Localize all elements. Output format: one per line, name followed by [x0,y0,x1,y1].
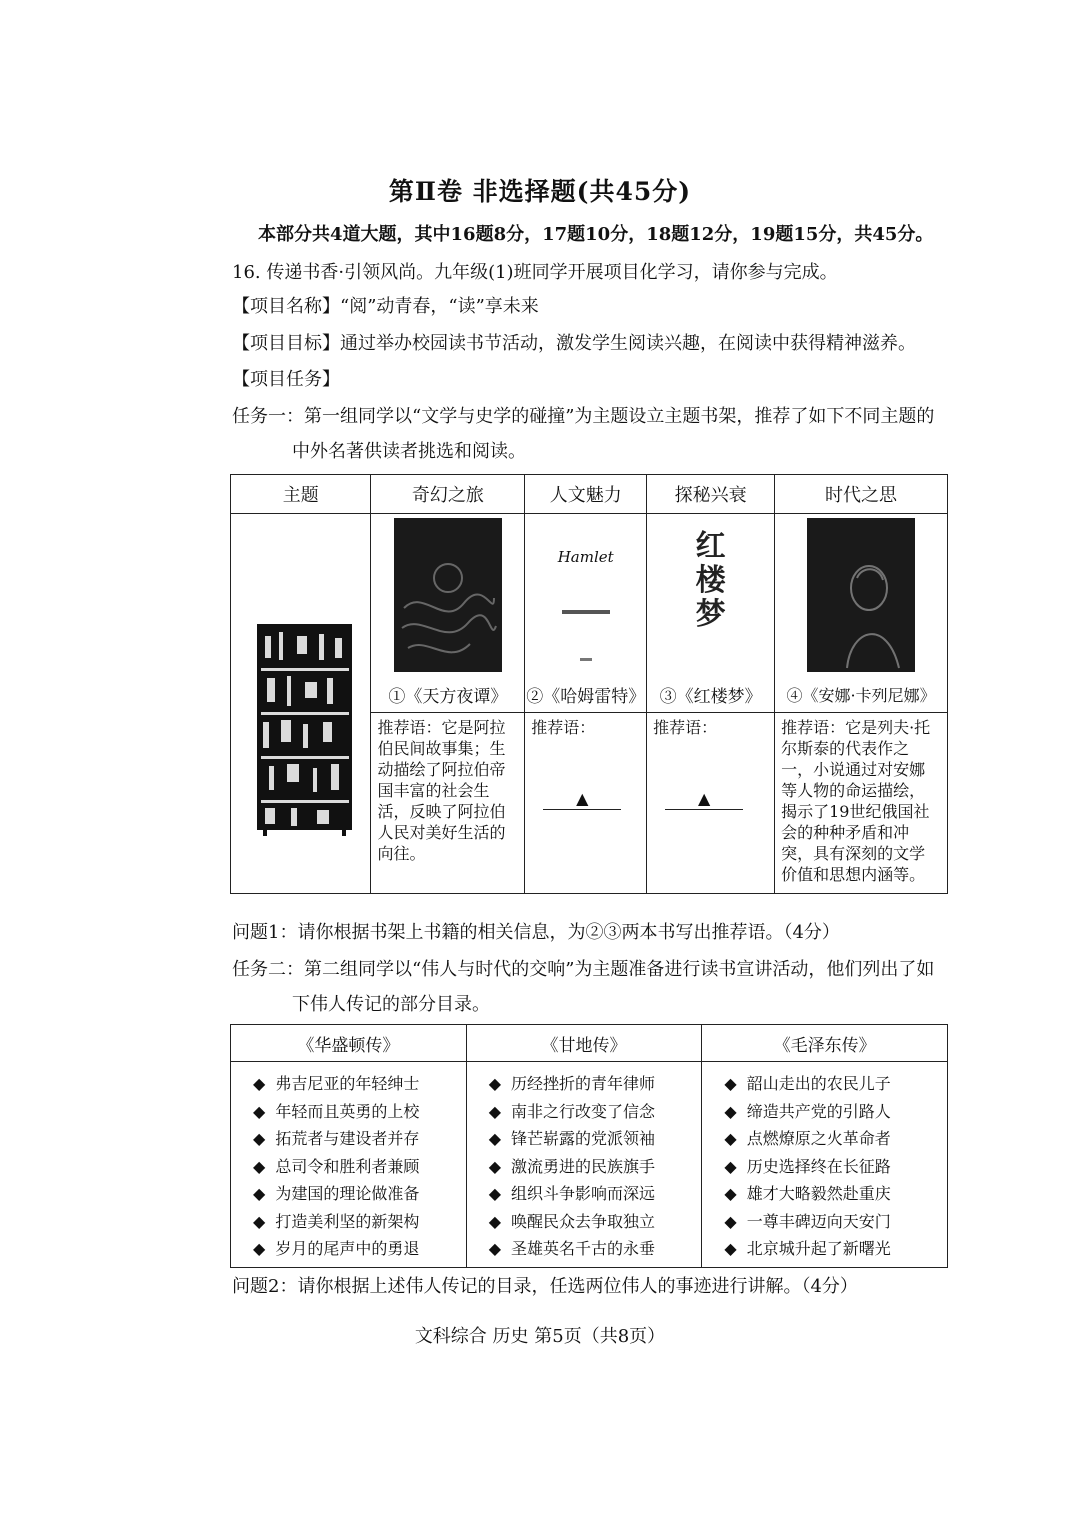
chapter-title: 为建国的理论做准备 [275,1184,420,1203]
chapter-title: 缔造共产党的引路人 [746,1101,891,1121]
chapter-title: 历史选择终在长征路 [746,1156,891,1176]
chapter-title: 激流勇进的民族旗手 [511,1156,656,1176]
chapter-title: 唤醒民众去争取独立 [511,1211,656,1231]
washington-contents [231,1062,467,1268]
chapter-title: 雄才大略毅然赴重庆 [746,1184,891,1203]
gandhi-contents [466,1062,702,1268]
bullet-icon: ◆ [488,1184,501,1203]
biography-table [230,1024,948,1268]
list-item [253,1098,460,1126]
recommendation-arabian-nights [371,713,525,894]
chapter-title: 组织斗争影响而深远 [511,1184,656,1203]
bookshelf-table [230,474,948,894]
list-item [489,1180,696,1208]
cover-cell-hamlet [525,514,647,677]
chapter-title: 岁月的尾声中的勇退 [275,1239,420,1258]
recommendation-hamlet [525,713,647,894]
bullet-icon: ◆ [488,1211,501,1231]
cover-hamlet-title: Hamlet [557,548,614,566]
bullet-icon: ◆ [724,1074,737,1093]
recommendation-hongloumeng-label: 推荐语： [653,718,718,737]
bullet-icon: ◆ [724,1129,737,1148]
bullet-icon: ◆ [253,1129,266,1148]
list-item [253,1235,460,1263]
list-item [489,1235,696,1263]
recommendation-anna-karenina [775,713,948,894]
chapter-title: 锋芒崭露的党派领袖 [511,1129,656,1148]
bullet-icon: ◆ [724,1101,737,1121]
header-theme: 主题 [231,475,371,514]
header-humanism: 人文魅力 [525,475,647,514]
header-era: 时代之思 [775,475,948,514]
list-item [724,1208,941,1236]
question-16-stem: 16. 传递书香·引领风尚。九年级(1)班同学开展项目化学习，请你参与完成。 [232,262,838,283]
chapter-title: 拓荒者与建设者并存 [275,1129,420,1148]
list-item [253,1125,460,1153]
bullet-icon: ◆ [488,1156,501,1176]
header-washington: 《华盛顿传》 [231,1025,467,1062]
page-footer: 文科综合 历史 第5页（共8页） [414,1326,666,1347]
header-gandhi: 《甘地传》 [466,1025,702,1062]
cover-cell-arabian-nights [371,514,525,677]
cover-hongloumeng [657,518,765,672]
list-item [253,1180,460,1208]
bullet-icon: ◆ [724,1239,737,1258]
list-item [489,1070,696,1098]
chapter-title: 打造美利坚的新架构 [275,1211,420,1231]
list-item [489,1125,696,1153]
list-item [489,1098,696,1126]
bullet-icon: ◆ [488,1129,501,1148]
list-item [489,1153,696,1181]
answer-blank-hongloumeng: ▲ [665,788,743,810]
project-tasks-heading: 【项目任务】 [232,369,340,390]
section-intro: 本部分共4道大题，其中16题8分，17题10分，18题12分，19题15分，共45分。 [258,224,934,245]
cover-hamlet-mark-small [580,658,592,661]
bullet-icon: ◆ [488,1101,501,1121]
bullet-icon: ◆ [488,1239,501,1258]
mao-contents [702,1062,948,1268]
recommendation-hamlet-label: 推荐语： [531,718,596,737]
bullet-icon: ◆ [253,1074,266,1093]
caption-arabian-nights: ①《天方夜谭》 [371,676,525,713]
bullet-icon: ◆ [724,1156,737,1176]
list-item [253,1208,460,1236]
question-2: 问题2：请你根据上述伟人传记的目录，任选两位伟人的事迹进行讲解。（4分） [232,1276,858,1297]
list-item [724,1098,941,1126]
task-2-line-2: 下伟人传记的部分目录。 [292,994,490,1015]
chapter-title: 圣雄英名千古的永垂 [511,1239,656,1258]
header-mao: 《毛泽东传》 [702,1025,948,1062]
bullet-icon: ◆ [253,1211,266,1231]
chapter-title: 点燃燎原之火革命者 [746,1129,891,1148]
task-2-line-1: 任务二：第二组同学以“伟人与时代的交响”为主题准备进行读书宣讲活动，他们列出了如 [232,959,935,980]
cover-cell-hongloumeng [647,514,775,677]
bullet-icon: ◆ [253,1156,266,1176]
answer-blank-hamlet: ▲ [543,788,621,810]
bullet-icon: ◆ [253,1184,266,1203]
chapter-title: 南非之行改变了信念 [511,1101,656,1121]
cover-hamlet [532,518,640,672]
project-name: 【项目名称】“阅”动青春，“读”享未来 [232,296,539,317]
bullet-icon: ◆ [488,1074,501,1093]
bullet-icon: ◆ [724,1184,737,1203]
caption-hamlet: ②《哈姆雷特》 [525,676,647,713]
bullet-icon: ◆ [253,1101,266,1121]
section-title: 第Ⅱ卷 非选择题(共45分) [388,177,692,206]
list-item [724,1180,941,1208]
header-fantasy: 奇幻之旅 [371,475,525,514]
list-item [253,1153,460,1181]
caption-anna-karenina: ④《安娜·卡列尼娜》 [775,676,948,713]
bullet-icon: ◆ [253,1239,266,1258]
chapter-title: 一尊丰碑迈向天安门 [746,1211,891,1231]
recommendation-arabian-nights-text: 推荐语：它是阿拉伯民间故事集；生动描绘了阿拉伯帝国丰富的社会生活，反映了阿拉伯人民对美好生活的向往。 [377,718,506,863]
list-item [724,1235,941,1263]
list-item [724,1125,941,1153]
caption-hongloumeng: ③《红楼梦》 [647,676,775,713]
task-1-line-2: 中外名著供读者挑选和阅读。 [292,441,526,462]
list-item [253,1070,460,1098]
chapter-title: 北京城升起了新曙光 [746,1239,891,1258]
cover-anna-karenina [807,518,915,672]
list-item [724,1070,941,1098]
chapter-title: 历经挫折的青年律师 [511,1074,656,1093]
header-rise-fall: 探秘兴衰 [647,475,775,514]
cover-cell-anna-karenina [775,514,948,677]
chapter-title: 韶山走出的农民儿子 [746,1074,891,1093]
recommendation-anna-karenina-text: 推荐语：它是列夫·托尔斯泰的代表作之一，小说通过对安娜等人物的命运描绘，揭示了19世纪俄国社会的种种矛盾和冲突，具有深刻的文学价值和思想内涵等。 [781,718,931,884]
bullet-icon: ◆ [724,1211,737,1231]
bookshelf-illustration [257,624,352,836]
list-item [724,1153,941,1181]
chapter-title: 总司令和胜利者兼顾 [275,1156,420,1176]
task-1-line-1: 任务一：第一组同学以“文学与史学的碰撞”为主题设立主题书架，推荐了如下不同主题的 [232,406,935,427]
project-goal: 【项目目标】通过举办校园读书节活动，激发学生阅读兴趣，在阅读中获得精神滋养。 [232,333,916,354]
cover-hongloumeng-title: 红楼梦 [695,529,726,632]
chapter-title: 年轻而且英勇的上校 [275,1101,420,1121]
cover-arabian-nights [394,518,502,672]
question-1: 问题1：请你根据书架上书籍的相关信息，为②③两本书写出推荐语。（4分） [232,922,840,943]
cover-art-anna-karenina [807,518,915,672]
list-item [489,1208,696,1236]
cover-art-arabian-nights [394,518,502,672]
recommendation-hongloumeng [647,713,775,894]
cover-hamlet-mark [562,610,610,614]
bookshelf-image-cell [231,514,371,894]
chapter-title: 弗吉尼亚的年轻绅士 [275,1074,420,1093]
